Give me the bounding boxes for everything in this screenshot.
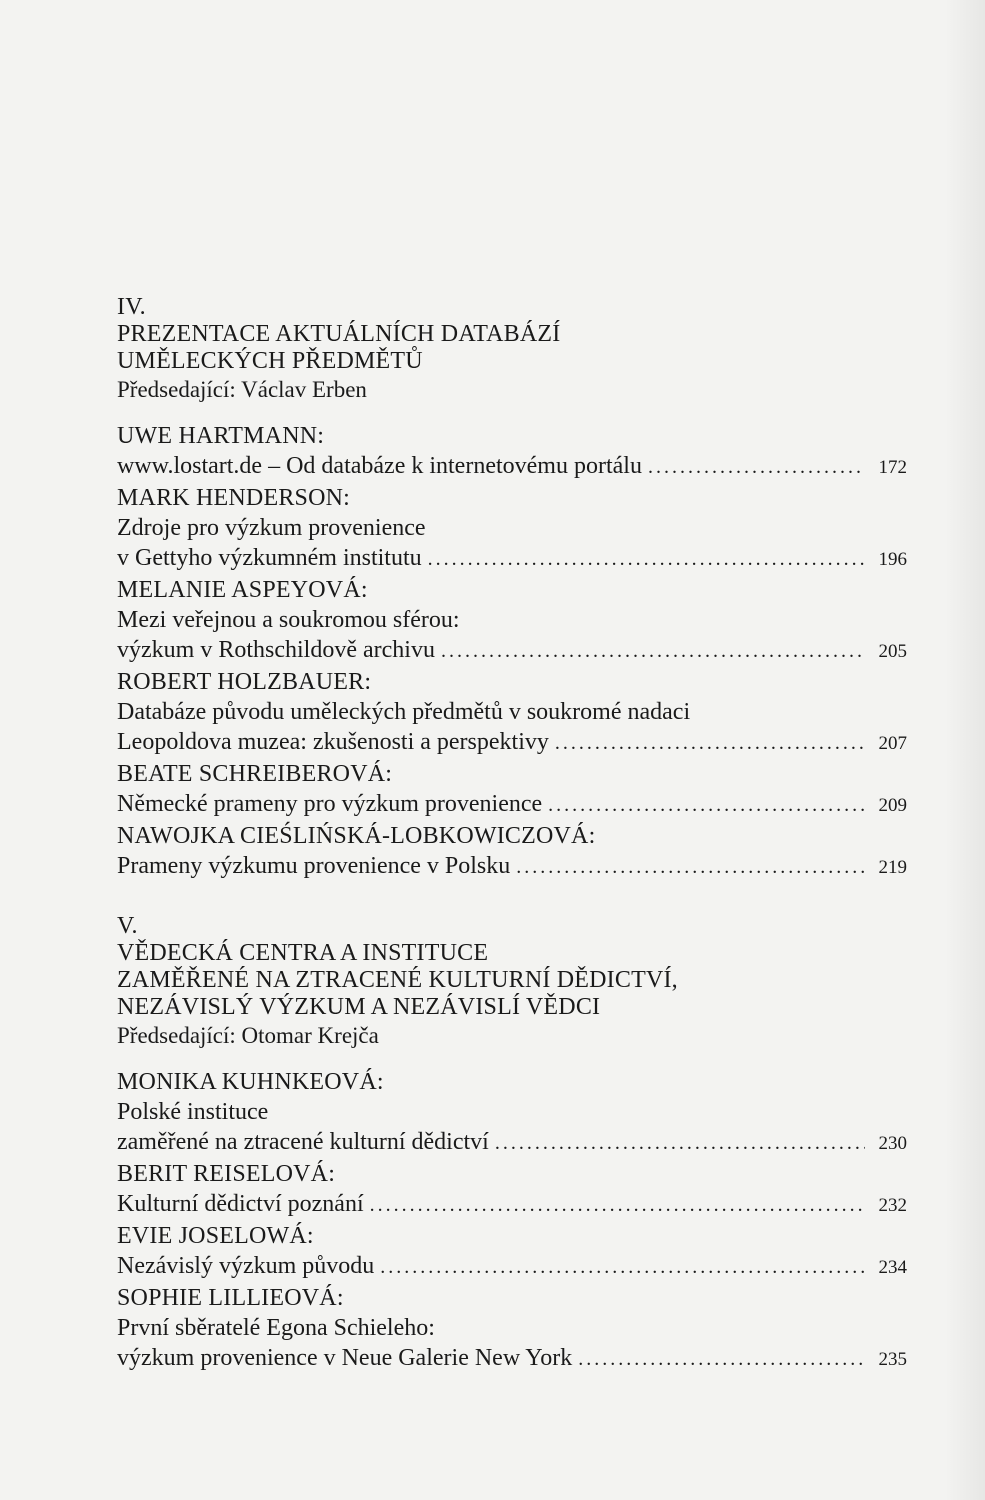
entry-author: MELANIE ASPEYOVÁ: <box>117 577 368 603</box>
section-chair: Předsedající: Václav Erben <box>117 377 367 402</box>
dot-leader <box>370 1190 865 1220</box>
toc-entry <box>117 759 907 821</box>
dot-leader <box>380 1252 865 1282</box>
section-number: IV. <box>117 294 146 320</box>
entry-title: Německé prameny pro výzkum provenience <box>117 791 543 817</box>
entry-title-line <box>117 1343 907 1375</box>
page-number: 232 <box>878 1195 907 1216</box>
entry-title: výzkum provenience v Neue Galerie New York <box>117 1345 573 1371</box>
entry-title: Nezávislý výzkum původu <box>117 1253 375 1279</box>
page-number: 196 <box>878 549 907 570</box>
page-number: 207 <box>878 733 907 754</box>
toc-entry <box>117 421 907 483</box>
section-title-line: UMĚLECKÝCH PŘEDMĚTŮ <box>117 348 423 374</box>
entry-author: MONIKA KUHNKEOVÁ: <box>117 1069 384 1095</box>
toc-entry <box>117 1159 907 1221</box>
toc-entry <box>117 1221 907 1283</box>
entry-author: ROBERT HOLZBAUER: <box>117 669 372 695</box>
dot-leader <box>441 636 865 666</box>
entry-author: NAWOJKA CIEŚLIŃSKÁ-LOBKOWICZOVÁ: <box>117 823 596 849</box>
dot-leader <box>578 1344 865 1374</box>
entry-title: Leopoldova muzea: zkušenosti a perspektivy <box>117 729 549 755</box>
entry-title-line <box>117 1251 907 1283</box>
table-of-contents <box>117 294 907 1375</box>
page-number: 205 <box>878 641 907 662</box>
entry-title: Prameny výzkumu provenience v Polsku <box>117 853 511 879</box>
entry-title: Databáze původu uměleckých předmětů v soukromé nadaci <box>117 699 691 725</box>
entry-title: www.lostart.de – Od databáze k internetovému portálu <box>117 453 642 479</box>
entry-title-line <box>117 635 907 667</box>
entry-title-line <box>117 543 907 575</box>
entry-title: Mezi veřejnou a soukromou sférou: <box>117 607 460 633</box>
dot-leader <box>428 544 865 574</box>
toc-entry <box>117 1067 907 1159</box>
entry-title-line <box>117 789 907 821</box>
page-number: 235 <box>878 1349 907 1370</box>
entry-title: Zdroje pro výzkum provenience <box>117 515 426 541</box>
entry-author: BERIT REISELOVÁ: <box>117 1161 336 1187</box>
entry-title-line <box>117 1127 907 1159</box>
toc-entry <box>117 575 907 667</box>
dot-leader <box>648 452 865 482</box>
page-number: 234 <box>878 1257 907 1278</box>
entry-author: BEATE SCHREIBEROVÁ: <box>117 761 393 787</box>
section-iv <box>117 294 907 883</box>
entry-title: zaměřené na ztracené kulturní dědictví <box>117 1129 489 1155</box>
entry-author: SOPHIE LILLIEOVÁ: <box>117 1285 344 1311</box>
dot-leader <box>516 852 865 882</box>
section-v <box>117 913 907 1375</box>
toc-entry <box>117 667 907 759</box>
entry-title: První sběratelé Egona Schieleho: <box>117 1315 435 1341</box>
entry-title-line <box>117 851 907 883</box>
page-number: 172 <box>878 457 907 478</box>
entry-author: UWE HARTMANN: <box>117 423 325 449</box>
entry-title: výzkum v Rothschildově archivu <box>117 637 435 663</box>
section-chair: Předsedající: Otomar Krejča <box>117 1023 379 1048</box>
toc-entry <box>117 483 907 575</box>
page-number: 209 <box>878 795 907 816</box>
section-number: V. <box>117 913 138 939</box>
dot-leader <box>548 790 865 820</box>
entry-title-line <box>117 727 907 759</box>
section-title-line: NEZÁVISLÝ VÝZKUM A NEZÁVISLÍ VĚDCI <box>117 994 601 1020</box>
entry-title: Kulturní dědictví poznání <box>117 1191 364 1217</box>
toc-entry <box>117 1283 907 1375</box>
section-title-line: VĚDECKÁ CENTRA A INSTITUCE <box>117 940 489 966</box>
toc-entry <box>117 821 907 883</box>
page-number: 219 <box>878 857 907 878</box>
entry-title-line <box>117 1189 907 1221</box>
dot-leader <box>555 728 865 758</box>
section-title-line: PREZENTACE AKTUÁLNÍCH DATABÁZÍ <box>117 321 561 347</box>
page-number: 230 <box>878 1133 907 1154</box>
entry-author: EVIE JOSELOWÁ: <box>117 1223 314 1249</box>
section-title-line: ZAMĚŘENÉ NA ZTRACENÉ KULTURNÍ DĚDICTVÍ, <box>117 967 678 993</box>
entry-title: Polské instituce <box>117 1099 269 1125</box>
page-edge-shadow <box>945 0 985 1500</box>
entry-title-line <box>117 451 907 483</box>
dot-leader <box>495 1128 865 1158</box>
entry-author: MARK HENDERSON: <box>117 485 351 511</box>
entry-title: v Gettyho výzkumném institutu <box>117 545 422 571</box>
